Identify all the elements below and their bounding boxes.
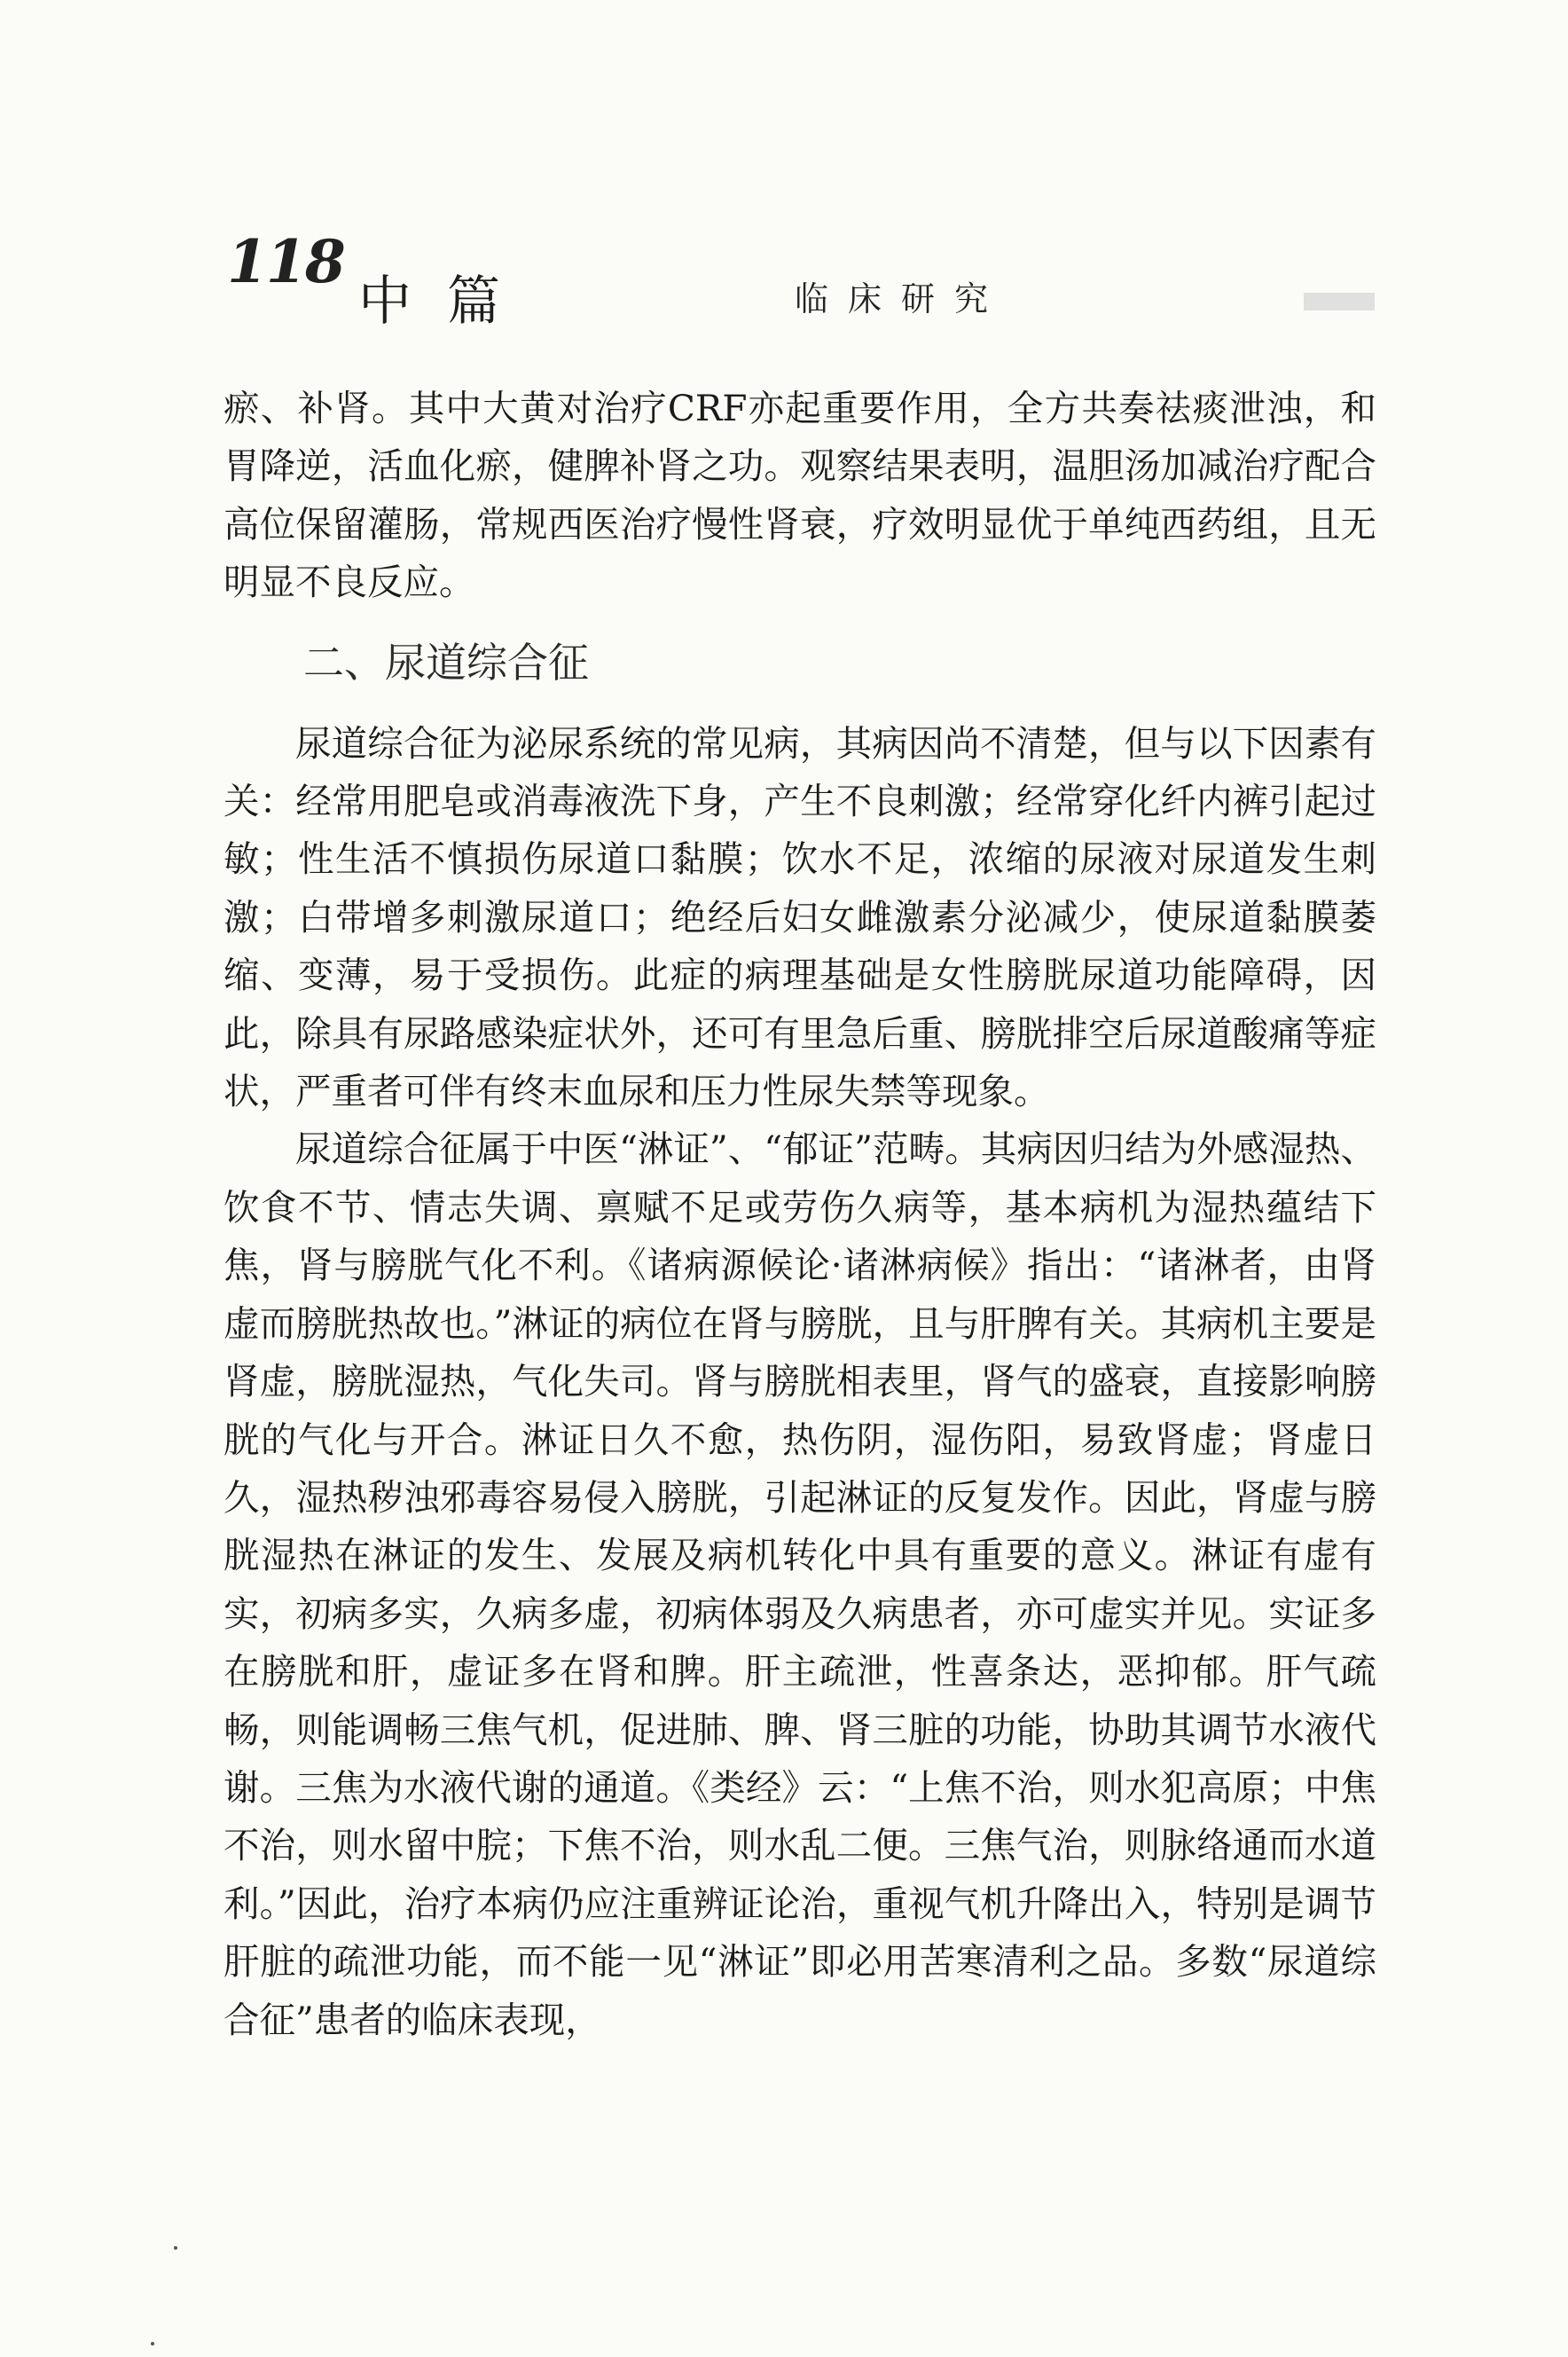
page-number: 118: [227, 227, 344, 296]
paragraph-causes: 尿道综合征为泌尿系统的常见病，其病因尚不清楚，但与以下因素有关：经常用肥皂或消毒液洗下身，产生不良刺激；经常穿化纤内裤引起过敏；性生活不慎损伤尿道口黏膜；饮水不足，浓缩的尿液对尿道发生刺激；白带增多刺激尿道口；绝经后妇女雌激素分泌减少，使尿道黏膜萎缩、变薄，易于受损伤。此症的病理基础是女性膀胱尿道功能障碍，因此，除具有尿路感染症状外，还可有里急后重、膀胱排空后尿道酸痛等症状，严重者可伴有终末血尿和压力性尿失禁等现象。: [223, 721, 1376, 1113]
paragraph-continuation: 瘀、补肾。其中大黄对治疗CRF亦起重要作用，全方共奏祛痰泄浊，和胃降逆，活血化瘀，健脾补肾之功。观察结果表明，温胆汤加减治疗配合高位保留灌肠，常规西医治疗慢性肾衰，疗效明显优于单纯西药组，且无明显不良反应。: [223, 387, 1376, 604]
body-text: [223, 380, 1376, 2049]
scan-speck: [151, 2342, 154, 2345]
scan-speck: [174, 2246, 177, 2250]
running-section-title: 临床研究: [795, 279, 1008, 318]
page-header: [0, 0, 1568, 373]
part-label: 中篇: [358, 271, 536, 333]
scan-smudge: [1304, 293, 1375, 310]
paragraph-tcm-theory: 尿道综合征属于中医“淋证”、“郁证”范畴。其病因归结为外感湿热、饮食不节、情志失调、禀赋不足或劳伤久病等，基本病机为湿热蕴结下焦，肾与膀胱气化不利。《诸病源候论·诸淋病候》指出：“诸淋者，由肾虚而膀胱热故也。”淋证的病位在肾与膀胱，且与肝脾有关。其病机主要是肾虚，膀胱湿热，气化失司。肾与膀胱相表里，肾气的盛衰，直接影响膀胱的气化与开合。淋证日久不愈，热伤阴，湿伤阳，易致肾虚；肾虚日久，湿热秽浊邪毒容易侵入膀胱，引起淋证的反复发作。因此，肾虚与膀胱湿热在淋证的发生、发展及病机转化中具有重要的意义。淋证有虚有实，初病多实，久病多虚，初病体弱及久病患者，亦可虚实并见。实证多在膀胱和肝，虚证多在肾和脾。肝主疏泄，性喜条达，恶抑郁。肝气疏畅，则能调畅三焦气机，促进肺、脾、肾三脏的功能，协助其调节水液代谢。三焦为水液代谢的通道。《类经》云：“上焦不治，则水犯高原；中焦不治，则水留中脘；下焦不治，则水乱二便。三焦气治，则脉络通而水道利。”因此，治疗本病仍应注重辨证论治，重视气机升降出入，特别是调节肝脏的疏泄功能，而不能一见“淋证”即必用苦寒清利之品。多数“尿道综合征”患者的临床表现，: [223, 1127, 1376, 2041]
section-heading: 二、尿道综合征: [303, 638, 589, 687]
